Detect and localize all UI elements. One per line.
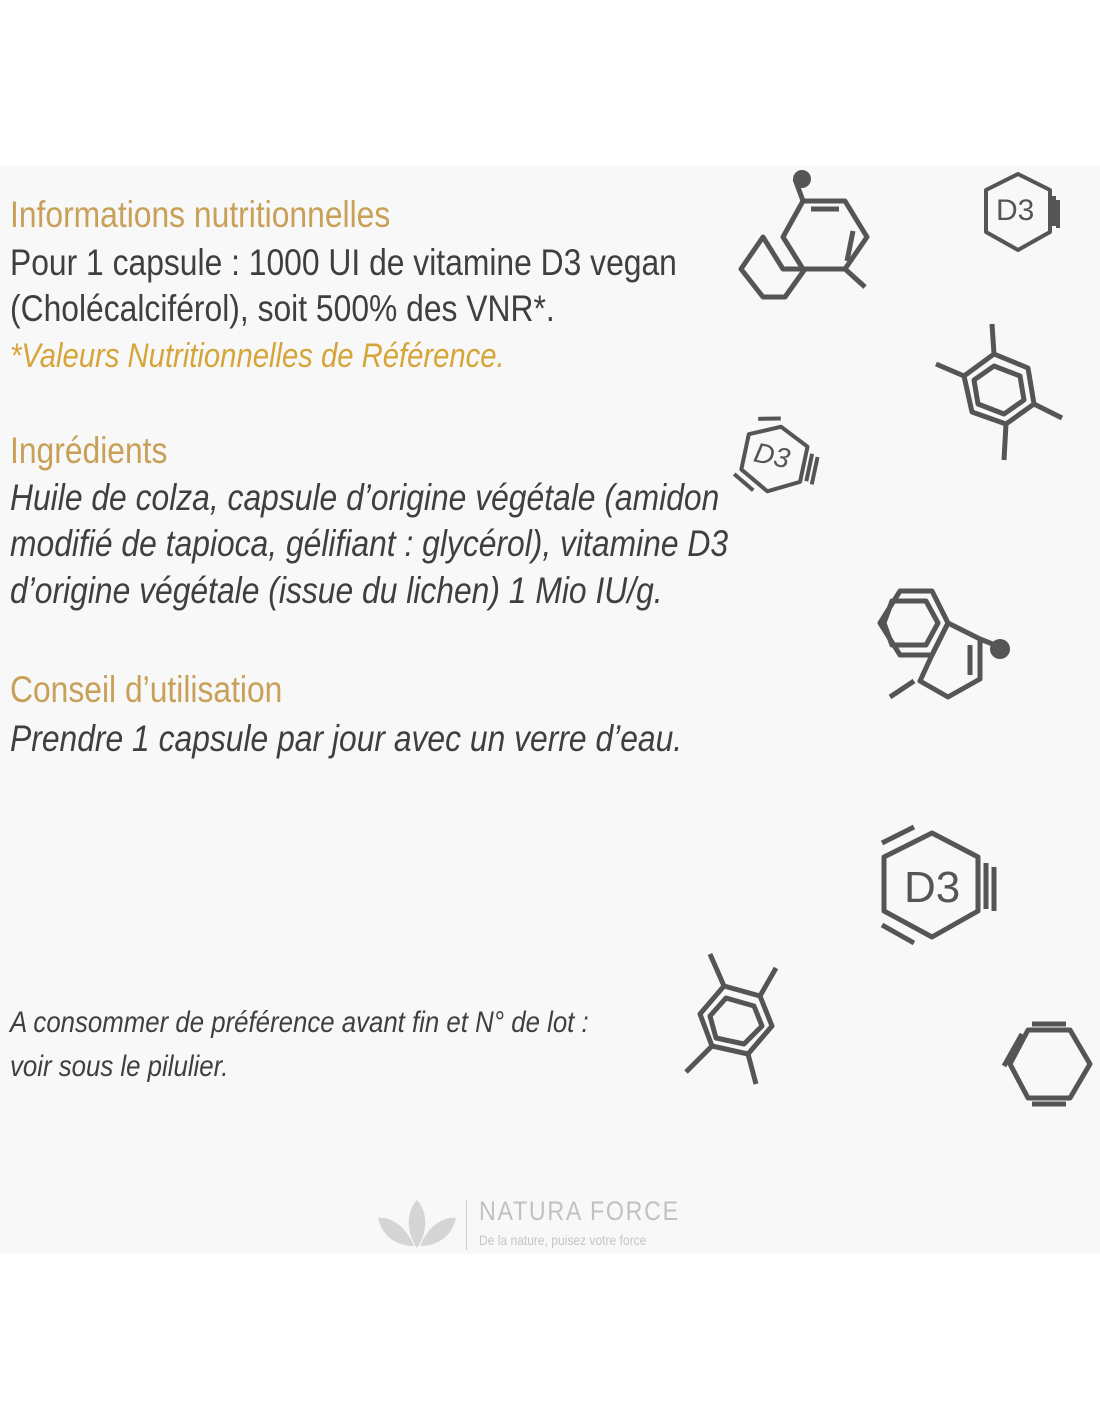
d3-hexagon-icon bbox=[874, 825, 1004, 955]
ingredients-line-2: modifié de tapioca, gélifiant : glycérol), vitamine D3 bbox=[10, 523, 729, 564]
usage-heading: Conseil d’utilisation bbox=[10, 669, 283, 710]
d3-label: D3 bbox=[751, 436, 793, 475]
usage-line-1: Prendre 1 capsule par jour avec un verre d’eau. bbox=[10, 718, 683, 759]
ingredients-heading: Ingrédients bbox=[10, 430, 168, 471]
nutrition-line-2: (Cholécalciférol), soit 500% des VNR*. bbox=[10, 288, 555, 329]
leaf-logo-icon bbox=[376, 1196, 458, 1254]
brand-logo bbox=[376, 1196, 680, 1256]
ingredients-line-1: Huile de colza, capsule d’origine végétale (amidon bbox=[10, 477, 720, 518]
d3-hexagon-icon bbox=[978, 170, 1063, 255]
benzene-ring-icon bbox=[1002, 1022, 1097, 1107]
atom-dot bbox=[793, 170, 811, 188]
naphthalene-icon bbox=[735, 165, 885, 305]
atom-dot bbox=[990, 639, 1010, 659]
brand-tagline: De la nature, puisez votre force bbox=[479, 1232, 647, 1248]
nutrition-footnote: *Valeurs Nutritionnelles de Référence. bbox=[10, 337, 505, 375]
d3-label: D3 bbox=[996, 194, 1035, 227]
brand-name: NATURA FORCE bbox=[479, 1196, 680, 1226]
expiry-line-1: A consommer de préférence avant fin et N° de lot : bbox=[10, 1006, 589, 1039]
nutrition-heading: Informations nutritionnelles bbox=[10, 194, 391, 235]
benzene-substituted-icon bbox=[680, 950, 790, 1090]
nutrition-line-1: Pour 1 capsule : 1000 UI de vitamine D3 vegan bbox=[10, 242, 677, 283]
expiry-line-2: voir sous le pilulier. bbox=[10, 1050, 229, 1083]
logo-divider bbox=[466, 1200, 467, 1250]
d3-hexagon-icon bbox=[732, 420, 822, 500]
d3-label: D3 bbox=[904, 863, 961, 912]
naphthalene-icon bbox=[870, 585, 1020, 725]
ingredients-line-3: d’origine végétale (issue du lichen) 1 Mio IU/g. bbox=[10, 570, 663, 611]
benzene-substituted-icon bbox=[930, 320, 1070, 465]
